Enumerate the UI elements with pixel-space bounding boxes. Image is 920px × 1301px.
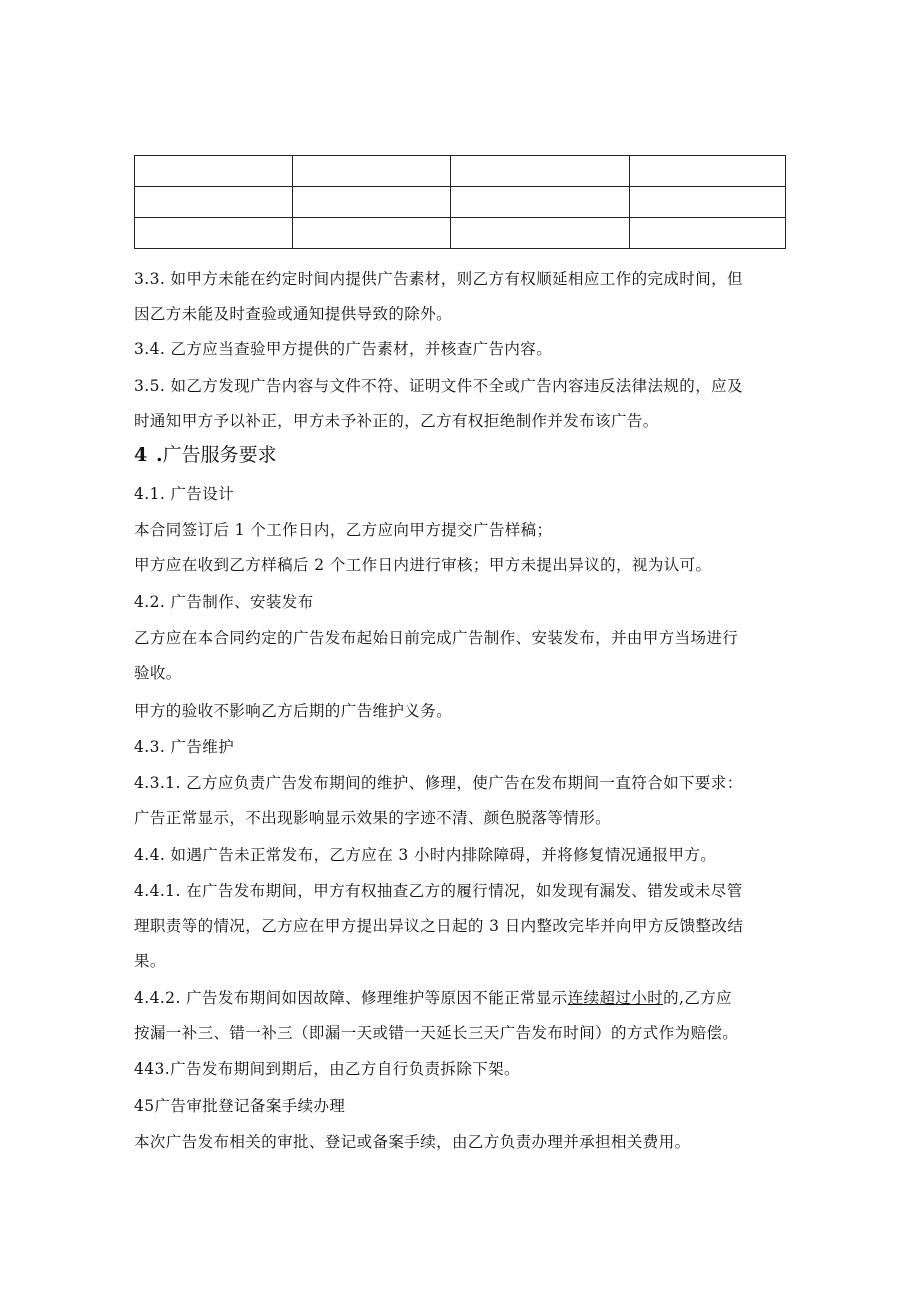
underlined-blank-text: 连续超过小时 bbox=[567, 989, 664, 1007]
clause-4-4-1-line-3: 果。 bbox=[134, 952, 166, 970]
table-cell bbox=[451, 156, 630, 187]
clause-4-3-1-line-1: 4.3.1. 乙方应负责广告发布期间的维护、修理，使广告在发布期间一直符合如下要求： bbox=[134, 774, 743, 792]
clause-4-4-1-line-2: 理职责等的情况，乙方应在甲方提出异议之日起的 3 日内整改完毕并向甲方反馈整改结 bbox=[134, 917, 744, 935]
clause-3-5-line-1: 3.5. 如乙方发现广告内容与文件不符、证明文件不全或广告内容违反法律法规的，应及 bbox=[134, 377, 743, 395]
section-4-heading bbox=[134, 440, 277, 470]
section-title: 广告服务要求 bbox=[162, 444, 277, 466]
clause-3-5-line-2: 时通知甲方予以补正，甲方未予补正的，乙方有权拒绝制作并发布该广告。 bbox=[134, 412, 659, 430]
clause-4-4-1-line-1: 4.4.1. 在广告发布期间，甲方有权抽查乙方的履行情况，如发现有漏发、错发或未尽管 bbox=[134, 882, 743, 900]
clause-3-3-line-2: 因乙方未能及时查验或通知提供导致的除外。 bbox=[134, 305, 453, 323]
clause-3-3-line-1: 3.3. 如甲方未能在约定时间内提供广告素材，则乙方有权顺延相应工作的完成时间，但 bbox=[134, 270, 743, 288]
clause-4-4-2-text: 4.4.2. 广告发布期间如因故障、修理维护等原因不能正常显示 bbox=[134, 989, 568, 1007]
table-cell bbox=[293, 156, 451, 187]
table-cell bbox=[135, 187, 293, 218]
table-cell bbox=[135, 156, 293, 187]
table-row bbox=[135, 187, 786, 218]
table-cell bbox=[630, 187, 786, 218]
section-number: 4 bbox=[134, 444, 148, 466]
clause-4-5-para: 本次广告发布相关的审批、登记或备案手续，由乙方负责办理并承担相关费用。 bbox=[134, 1133, 691, 1151]
clause-4-4: 4.4. 如遇广告未正常发布，乙方应在 3 小时内排除障碍，并将修复情况通报甲方。 bbox=[134, 846, 717, 864]
blank-table bbox=[134, 155, 786, 249]
clause-4-2-para-1-line-1: 乙方应在本合同约定的广告发布起始日前完成广告制作、安装发布，并由甲方当场进行 bbox=[134, 629, 739, 647]
table-cell bbox=[630, 156, 786, 187]
clause-4-4-3: 443.广告发布期间到期后，由乙方自行负责拆除下架。 bbox=[134, 1060, 520, 1078]
table-cell bbox=[451, 218, 630, 249]
clause-4-3-title: 4.3. 广告维护 bbox=[134, 738, 235, 756]
section-dot: . bbox=[156, 444, 163, 466]
clause-4-4-2-text-end: 的,乙方应 bbox=[663, 989, 733, 1007]
clause-4-1-para-1: 本合同签订后 1 个工作日内，乙方应向甲方提交广告样稿； bbox=[134, 521, 553, 539]
table-cell bbox=[293, 218, 451, 249]
clause-4-2-para-2: 甲方的验收不影响乙方后期的广告维护义务。 bbox=[134, 702, 453, 720]
clause-4-1-title: 4.1. 广告设计 bbox=[134, 485, 235, 503]
table-cell bbox=[135, 218, 293, 249]
table-cell bbox=[293, 187, 451, 218]
table-row bbox=[135, 218, 786, 249]
table-row bbox=[135, 156, 786, 187]
clause-3-4: 3.4. 乙方应当查验甲方提供的广告素材，并核查广告内容。 bbox=[134, 340, 553, 358]
clause-4-1-para-2: 甲方应在收到乙方样稿后 2 个工作日内进行审核；甲方未提出异议的，视为认可。 bbox=[134, 556, 712, 574]
table-cell bbox=[630, 218, 786, 249]
clause-4-2-title: 4.2. 广告制作、安装发布 bbox=[134, 593, 314, 611]
clause-4-4-2-line-1 bbox=[134, 981, 789, 1016]
clause-4-2-para-1-line-2: 验收。 bbox=[134, 664, 182, 682]
table-cell bbox=[451, 187, 630, 218]
clause-4-4-2-line-2: 按漏一补三、错一补三（即漏一天或错一天延长三天广告发布时间）的方式作为赔偿。 bbox=[134, 1024, 739, 1042]
clause-4-5-title: 45广告审批登记备案手续办理 bbox=[134, 1097, 346, 1115]
clause-4-3-1-line-2: 广告正常显示，不出现影响显示效果的字迹不清、颜色脱落等情形。 bbox=[134, 809, 612, 827]
